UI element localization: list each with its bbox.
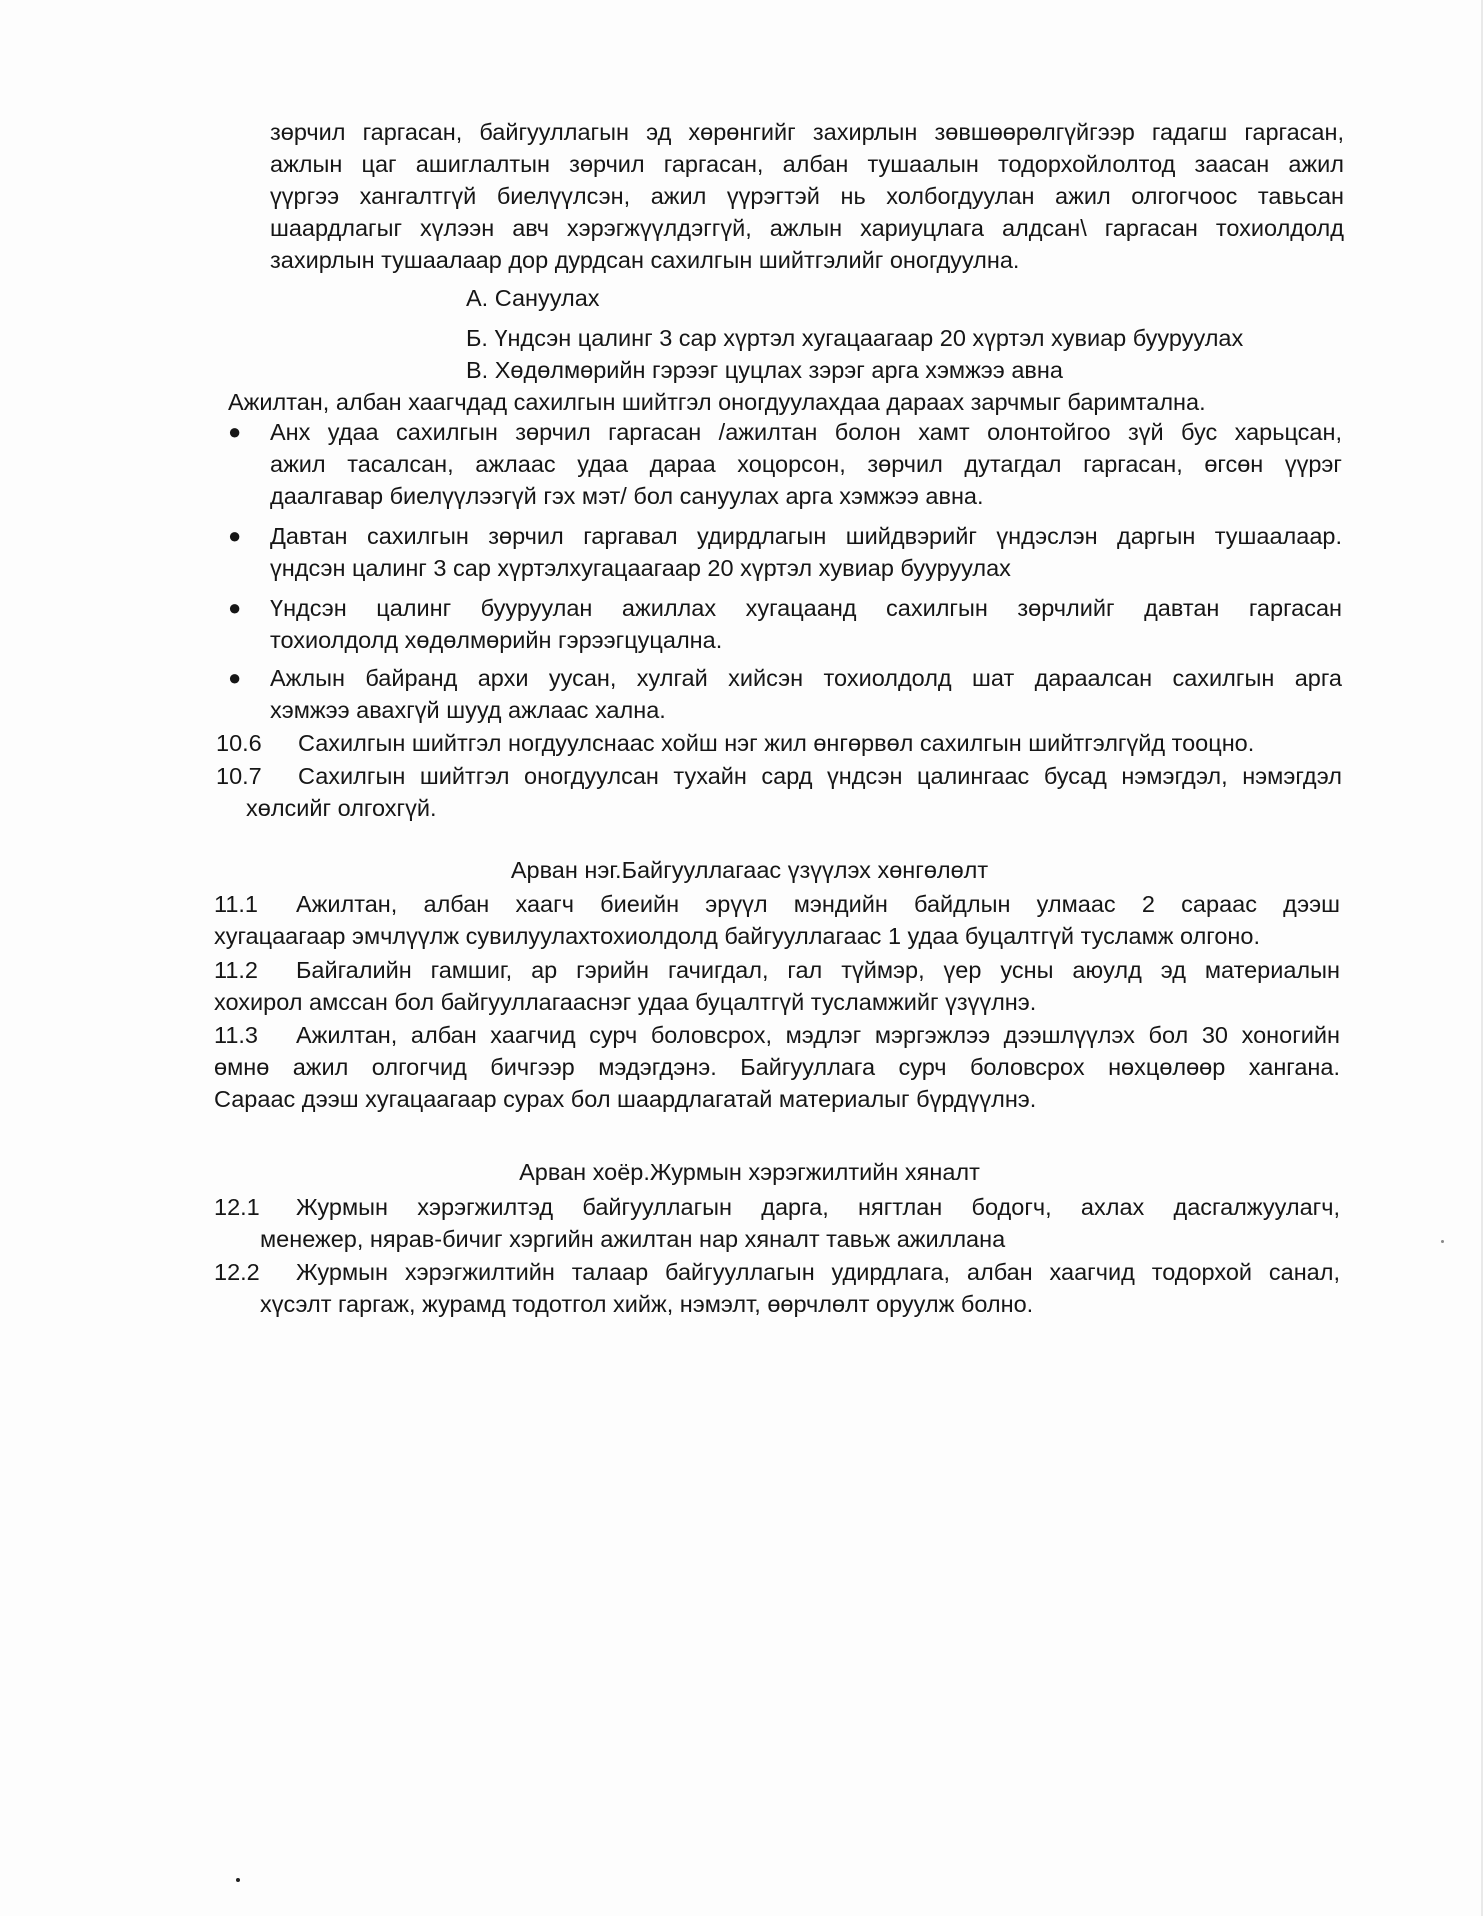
bullet-item [228,592,1342,656]
option-a: А. Сануулах [466,285,600,311]
option-v: В. Хөдөлмөрийн гэрээг цуцлах зэрэг арга хэмжээ авна [466,357,1063,383]
item-line: хохирол амссан бол байгууллагааснэг удаа буцалтгүй тусламжийг үзүүлнэ. [214,989,1037,1015]
item-line: хүсэлт гаргаж, журамд тодотгол хийж, нэмэлт, өөрчлөлт оруулж болно. [260,1291,1034,1317]
section-12-heading: Арван хоёр.Журмын хэрэгжилтийн хяналт [519,1159,980,1185]
item-line: Ажилтан, албан хаагчид сурч боловсрох, мэдлэг мэргэжлээ дээшлүүлэх бол 30 хоногийн [296,1022,1340,1048]
numbered-item [214,888,1340,952]
bullet-item [228,662,1342,726]
bullet-icon: ● [228,665,242,690]
item-line: хөлсийг олгохгүй. [246,795,437,821]
bullet-line: даалгавар биелүүлээгүй гэх мэт/ бол сануулах арга хэмжээ авна. [270,483,984,509]
item-line: Ажилтан, албан хаагч биеийн эрүүл мэндийн байдлын улмаас 2 сараас дээш [296,891,1340,917]
item-line: Журмын хэрэгжилтийн талаар байгууллагын удирдлага, албан хаагчид тодорхой санал, [296,1259,1340,1285]
numbered-item [214,954,1340,1018]
discipline-paragraph [270,116,1344,276]
item-line: Журмын хэрэгжилтэд байгууллагын дарга, нягтлан бодогч, ахлах дасгалжуулагч, [296,1194,1340,1220]
bullet-line: хэмжээ авахгүй шууд ажлаас хална. [270,697,666,723]
bullet-item [228,416,1342,512]
bullet-icon: ● [228,595,242,620]
item-line: менежер, нярав-бичиг хэргийн ажилтан нар хяналт тавьж ажиллана [260,1226,1006,1252]
option-b: Б. Үндсэн цалинг 3 сар хүртэл хугацаагаар 20 хүртэл хувиар бууруулах [466,325,1244,351]
paragraph-line: зөрчил гаргасан, байгууллагын эд хөрөнгийг захирлын зөвшөөрөлгүйгээр гадагш гаргасан, [270,119,1344,145]
item-number: 11.3 [214,1022,258,1048]
item-line: өмнө ажил олгогчид бичгээр мэдэгдэнэ. Байгууллага сурч боловсрох нөхцөлөөр хангана. [214,1054,1340,1080]
item-number: 11.1 [214,891,258,917]
principles-intro: Ажилтан, албан хаагчдад сахилгын шийтгэл оногдуулахдаа дараах зарчмыг баримтална. [228,389,1206,415]
item-line: Сахилгын шийтгэл оногдуулсан тухайн сард үндсэн цалингаас бусад нэмэгдэл, нэмэгдэл [298,763,1342,789]
bullet-line: Ажлын байранд архи уусан, хулгай хийсэн тохиолдолд шат дараалсан сахилгын арга [270,665,1342,691]
paragraph-line: үүргээ хангалтгүй биелүүлсэн, ажил үүрэгтэй нь холбогдуулан ажил олгогчоос тавьсан [270,183,1344,209]
paragraph-line: ажлын цаг ашиглалтын зөрчил гаргасан, албан тушаалын тодорхойлолтод заасан ажил [270,151,1344,177]
bullet-line: Анх удаа сахилгын зөрчил гаргасан /ажилтан болон хамт олонтойгоо зүй бус харьцсан, [270,419,1342,445]
item-number: 12.1 [214,1194,260,1220]
bullet-line: Давтан сахилгын зөрчил гаргавал удирдлагын шийдвэрийг үндэслэн даргын тушаалаар. [270,523,1342,549]
bullet-icon: ● [228,523,242,548]
item-number: 10.6 [216,730,262,756]
item-number: 12.2 [214,1259,260,1285]
item-number: 11.2 [214,957,258,983]
item-line: Сахилгын шийтгэл ногдуулснаас хойш нэг жил өнгөрвөл сахилгын шийтгэлгүйд тооцно. [298,730,1255,756]
bullet-item [228,520,1342,584]
numbered-item [214,1191,1340,1255]
item-number: 10.7 [216,763,262,789]
item-line: Байгалийн гамшиг, ар гэрийн гачигдал, гал түймэр, үер усны аюулд эд материалын [296,957,1340,983]
numbered-item [214,1019,1340,1115]
paragraph-line: шаардлагыг хүлээн авч хэрэгжүүлдэггүй, ажлын хариуцлага алдсан\ гаргасан тохиолдолд [270,215,1344,241]
bullet-line: Үндсэн цалинг бууруулан ажиллах хугацаанд сахилгын зөрчлийг давтан гаргасан [270,595,1342,621]
bullet-line: тохиолдолд хөдөлмөрийн гэрээгцуцална. [270,627,723,653]
numbered-item [216,727,1346,759]
bullet-line: ажил тасалсан, ажлаас удаа дараа хоцорсон, зөрчил дутагдал гаргасан, өгсөн үүрэг [270,451,1342,477]
bullet-icon: ● [228,419,242,444]
paragraph-line: захирлын тушаалаар дор дурдсан сахилгын шийтгэлийг оногдуулна. [270,247,1020,273]
section-11-heading: Арван нэг.Байгууллагаас үзүүлэх хөнгөлөлт [510,857,989,883]
item-line: хугацаагаар эмчлүүлж сувилуулахтохиолдолд байгууллагаас 1 удаа буцалтгүй тусламж олгоно. [214,923,1261,949]
bullet-line: үндсэн цалинг 3 сар хүртэлхугацаагаар 20 хүртэл хувиар бууруулах [270,555,1011,581]
scan-speck [236,1878,240,1882]
item-line: Сараас дээш хугацаагаар сурах бол шаардлагатай материалыг бүрдүүлнэ. [214,1086,1037,1112]
numbered-item [216,760,1342,824]
scan-speck [1441,1240,1444,1243]
numbered-item [214,1256,1340,1320]
